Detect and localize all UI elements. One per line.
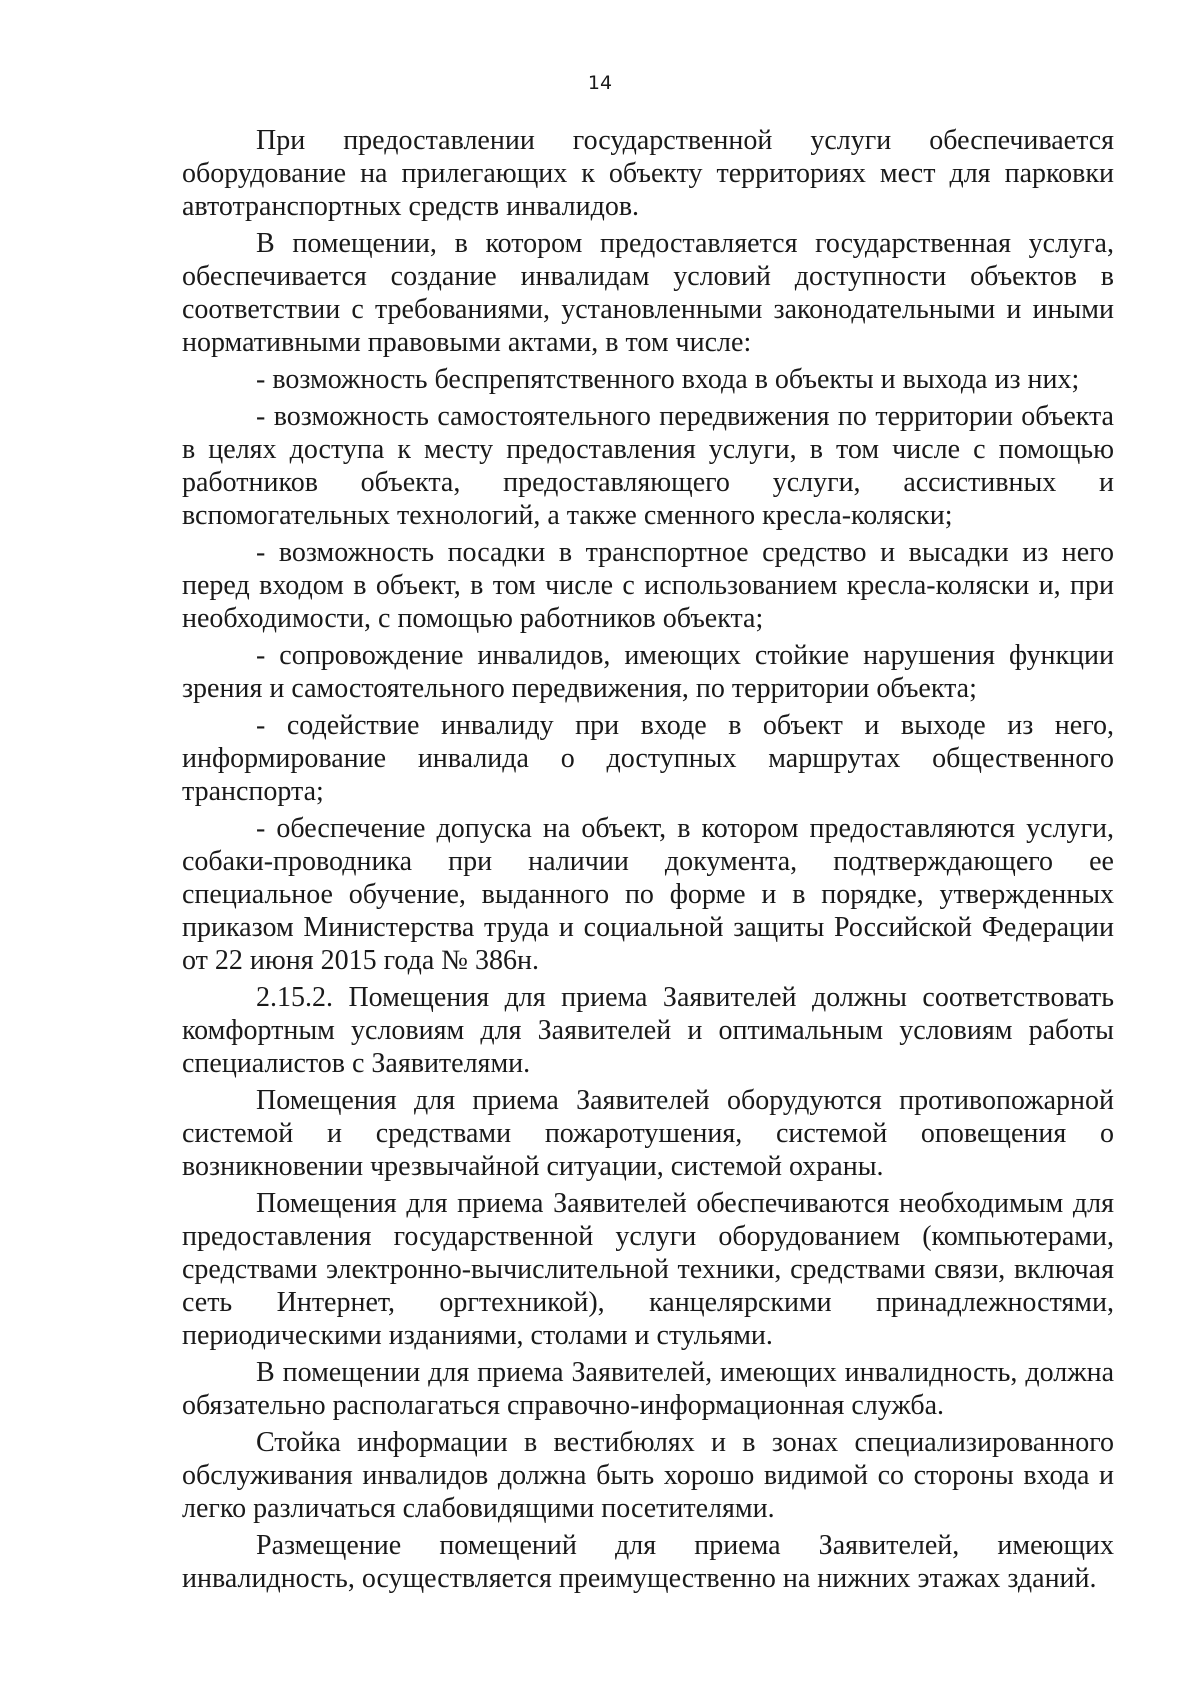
paragraph-info-service: В помещении для приема Заявителей, имеющих инвалидность, должна обязательно располагаться справочно-информационная служба. bbox=[182, 1357, 1114, 1421]
document-body bbox=[182, 124, 1114, 1599]
paragraph-section-2-15-2: 2.15.2. Помещения для приема Заявителей должны соответствовать комфортным условиям для Заявителей и оптимальным условиям работы специалистов с Заявителями. bbox=[182, 982, 1114, 1079]
list-item-assistance: - содействие инвалиду при входе в объект и выходе из него, информирование инвалида о доступных маршрутах общественного транспорта; bbox=[182, 710, 1114, 807]
list-item-guide-dog: - обеспечение допуска на объект, в котором предоставляются услуги, собаки-проводника при наличии документа, подтверждающего ее специальное обучение, выданного по форме и в порядке, утвержденных приказом Министерства труда и социальной защиты Российской Федерации от 22 июня 2015 года № 386н. bbox=[182, 813, 1114, 976]
list-item-independent-movement: - возможность самостоятельного передвижения по территории объекта в целях доступа к месту предоставления услуги, в том числе с помощью работников объекта, предоставляющего услуги, ассистивных и вспомогательных технологий, а также сменного кресла-коляски; bbox=[182, 401, 1114, 531]
list-item-entry-exit: - возможность беспрепятственного входа в объекты и выхода из них; bbox=[256, 364, 1080, 395]
list-item-escort: - сопровождение инвалидов, имеющих стойкие нарушения функции зрения и самостоятельного передвижения, по территории объекта; bbox=[182, 640, 1114, 704]
paragraph-parking: При предоставлении государственной услуги обеспечивается оборудование на прилегающих к объекту территориях мест для парковки автотранспортных средств инвалидов. bbox=[182, 125, 1114, 222]
paragraph-equipment: Помещения для приема Заявителей обеспечиваются необходимым для предоставления государственной услуги оборудованием (компьютерами, средствами электронно-вычислительной техники, средствами связи, включая сеть Интернет, оргтехникой), канцелярскими принадлежностями, периодическими изданиями, столами и стульями. bbox=[182, 1188, 1114, 1351]
page-number: 14 bbox=[587, 72, 613, 94]
paragraph-lower-floors: Размещение помещений для приема Заявителей, имеющих инвалидность, осуществляется преимущественно на нижних этажах зданий. bbox=[182, 1530, 1114, 1594]
paragraph-accessibility-conditions: В помещении, в котором предоставляется государственная услуга, обеспечивается создание инвалидам условий доступности объектов в соответствии с требованиями, установленными законодательными и иными нормативными правовыми актами, в том числе: bbox=[182, 228, 1114, 358]
paragraph-info-desk: Стойка информации в вестибюлях и в зонах специализированного обслуживания инвалидов должна быть хорошо видимой со стороны входа и легко различаться слабовидящими посетителями. bbox=[182, 1427, 1114, 1524]
list-item-boarding-vehicle: - возможность посадки в транспортное средство и высадки из него перед входом в объект, в том числе с использованием кресла-коляски и, при необходимости, с помощью работников объекта; bbox=[182, 537, 1114, 634]
paragraph-fire-safety: Помещения для приема Заявителей оборудуются противопожарной системой и средствами пожаротушения, системой оповещения о возникновении чрезвычайной ситуации, системой охраны. bbox=[182, 1085, 1114, 1182]
